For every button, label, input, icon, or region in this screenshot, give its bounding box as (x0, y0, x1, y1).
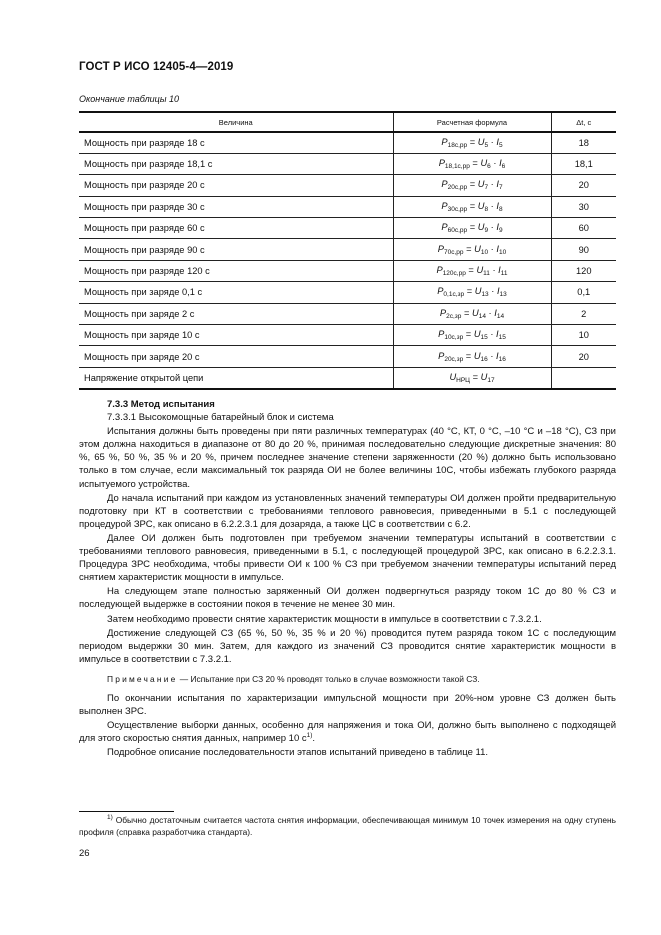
duration-cell (551, 367, 616, 388)
paragraph-text: Осуществление выборки данных, особенно для напряжения и тока ОИ, должно быть выполнено с подходящей для этого скоростью снятия данных, например 10 с (79, 720, 616, 745)
quantity-cell: Мощность при разряде 18 с (79, 132, 393, 153)
table-row (79, 196, 616, 217)
formula: $P_{10c,зp} = U_{15} \cdot I_{15}$ (438, 329, 506, 342)
duration-cell: 120 (551, 260, 616, 281)
formula: $P_{120c,pp} = U_{11} \cdot I_{11}$ (436, 265, 508, 278)
footnote (79, 815, 616, 838)
quantity-cell: Мощность при разряде 18,1 с (79, 153, 393, 174)
paragraph (79, 719, 616, 745)
duration-cell: 18,1 (551, 153, 616, 174)
formula: $P_{18,1c,pp} = U_6 \cdot I_6$ (438, 158, 506, 171)
table-row (79, 325, 616, 346)
paragraph: Достижение следующей СЗ (65 %, 50 %, 35 % и 20 %) проводится путем разряда током 1C с последующим периодом выдержки 30 мин. Затем, для каждого из значений СЗ проводится снятие характеристик мощности в импульсе в соответствии с 7.3.2.1. (79, 627, 616, 665)
formula-cell (393, 175, 551, 196)
footnote-marker: 1) (107, 814, 113, 821)
formula-cell (393, 218, 551, 239)
subsection-heading: 7.3.3.1 Высокомощные батарейный блок и система (107, 412, 334, 424)
formula-cell (393, 282, 551, 303)
duration-cell: 20 (551, 175, 616, 196)
table-row (79, 239, 616, 260)
footnote-ref: 1) (306, 732, 313, 740)
note (79, 673, 616, 686)
note-text: — Испытание при СЗ 20 % проводят только в случае возможности такой СЗ. (177, 673, 480, 684)
table-row (79, 218, 616, 239)
column-header: Расчетная формула (393, 112, 551, 132)
formula: $P_{0,1c,зp} = U_{13} \cdot I_{13}$ (437, 286, 507, 299)
paragraph: Затем необходимо провести снятие характеристик мощности в импульсе в соответствии с 7.3.2.1. (107, 613, 542, 625)
footnote-separator (79, 811, 174, 812)
paragraph: На следующем этапе полностью заряженный ОИ должен подвергнуться разряду током 1C до 80 % СЗ и последующей выдержке в состоянии покоя в течение не менее 30 мин. (79, 586, 616, 611)
formula: $P_{70c,pp} = U_{10} \cdot I_{10}$ (437, 243, 507, 256)
quantity-cell: Мощность при заряде 0,1 с (79, 282, 393, 303)
formula: $P_{30c,pp} = U_8 \cdot I_8$ (441, 200, 503, 213)
formula-cell (393, 346, 551, 367)
quantity-cell: Мощность при разряде 60 с (79, 218, 393, 239)
duration-cell: 0,1 (551, 282, 616, 303)
paragraph: По окончании испытания по характеризации импульсной мощности при 20%-ном уровне СЗ должен быть выполнен ЗРС. (79, 692, 616, 718)
paragraph: Далее ОИ должен быть подготовлен при требуемом значении температуры испытаний в соответствии с требованиями теплового равновесия, приведенными в 5.1, с последующей процедурой ЗРС, как описано в 6.2.2.3.1. Процедура ЗРС необходима, чтобы привести ОИ к 100 % СЗ при требуемом значении температуры испытаний перед снятием характеристик мощности в импульсе. (79, 532, 616, 584)
quantity-cell: Мощность при разряде 90 с (79, 239, 393, 260)
page-number: 26 (79, 848, 90, 859)
table-row (79, 260, 616, 281)
footnote-text: Обычно достаточным считается частота снятия информации, обеспечивающая минимум 10 точек измерения на одну ступень профиля (справка разработчика стандарта). (79, 815, 616, 837)
table-row (79, 153, 616, 174)
duration-cell: 20 (551, 346, 616, 367)
formula: $P_{20c,зp} = U_{16} \cdot I_{16}$ (438, 350, 506, 363)
duration-cell: 18 (551, 132, 616, 153)
formula-cell (393, 367, 551, 388)
formula-cell (393, 239, 551, 260)
quantity-cell: Мощность при заряде 2 с (79, 303, 393, 324)
column-header: Δt, с (551, 112, 616, 132)
formula-cell (393, 132, 551, 153)
formula-table (79, 111, 616, 390)
formula-cell (393, 325, 551, 346)
column-header: Величина (79, 112, 393, 132)
duration-cell: 10 (551, 325, 616, 346)
formula: $U_{НРЦ} = U_{17}$ (449, 371, 495, 384)
quantity-cell: Напряжение открытой цепи (79, 367, 393, 388)
duration-cell: 90 (551, 239, 616, 260)
duration-cell: 30 (551, 196, 616, 217)
table-header-row (79, 112, 616, 132)
paragraph: До начала испытаний при каждом из установленных значений температуры ОИ должен пройти предварительную подготовку при КТ в соответствии с требованиями теплового равновесия, приведенными в 5.1 с последующей процедурой ЗРС, как описано в 6.2.2.3.1 для дозаряда, а также ЦС в соответствии с 6.2. (79, 492, 616, 530)
formula-cell (393, 196, 551, 217)
formula: $P_{60c,pp} = U_9 \cdot I_9$ (441, 222, 503, 235)
table-row (79, 282, 616, 303)
paragraph: Подробное описание последовательности этапов испытаний приведено в таблице 11. (107, 747, 488, 759)
formula: $P_{20c,pp} = U_7 \cdot I_7$ (441, 179, 503, 192)
note-label: Примечание (107, 673, 178, 684)
duration-cell: 2 (551, 303, 616, 324)
quantity-cell: Мощность при разряде 120 с (79, 260, 393, 281)
quantity-cell: Мощность при заряде 10 с (79, 325, 393, 346)
section-body (79, 398, 616, 759)
section-heading: 7.3.3 Метод испытания (107, 399, 215, 410)
formula-cell (393, 303, 551, 324)
table-row (79, 303, 616, 324)
duration-cell: 60 (551, 218, 616, 239)
table-row (79, 132, 616, 153)
formula: $P_{2c,зp} = U_{14} \cdot I_{14}$ (439, 307, 505, 320)
table-caption: Окончание таблицы 10 (79, 94, 179, 104)
formula-cell (393, 153, 551, 174)
paragraph: Испытания должны быть проведены при пяти различных температурах (40 °С, КТ, 0 °С, –10 °С и –18 °С), СЗ при этом должна находиться в диапазоне от 80 до 20 %, принимая последовательно следующие дискретные значения: 80 %, 65 %, 50 %, 35 % и 20 %, причем последнее значение степени заряженности (20 %) должно быть использовано только в том случае, если максимальный ток разряда ОИ не более величины 10C, чтобы избежать глубокого разряда испытуемого устройства. (79, 426, 616, 490)
quantity-cell: Мощность при разряде 30 с (79, 196, 393, 217)
table-row (79, 175, 616, 196)
formula-cell (393, 260, 551, 281)
quantity-cell: Мощность при заряде 20 с (79, 346, 393, 367)
table-row (79, 346, 616, 367)
standard-header: ГОСТ Р ИСО 12405-4—2019 (79, 61, 234, 73)
paragraph-end: . (312, 733, 316, 745)
quantity-cell: Мощность при разряде 20 с (79, 175, 393, 196)
table-row (79, 367, 616, 388)
formula: $P_{18c,pp} = U_5 \cdot I_5$ (441, 136, 503, 149)
